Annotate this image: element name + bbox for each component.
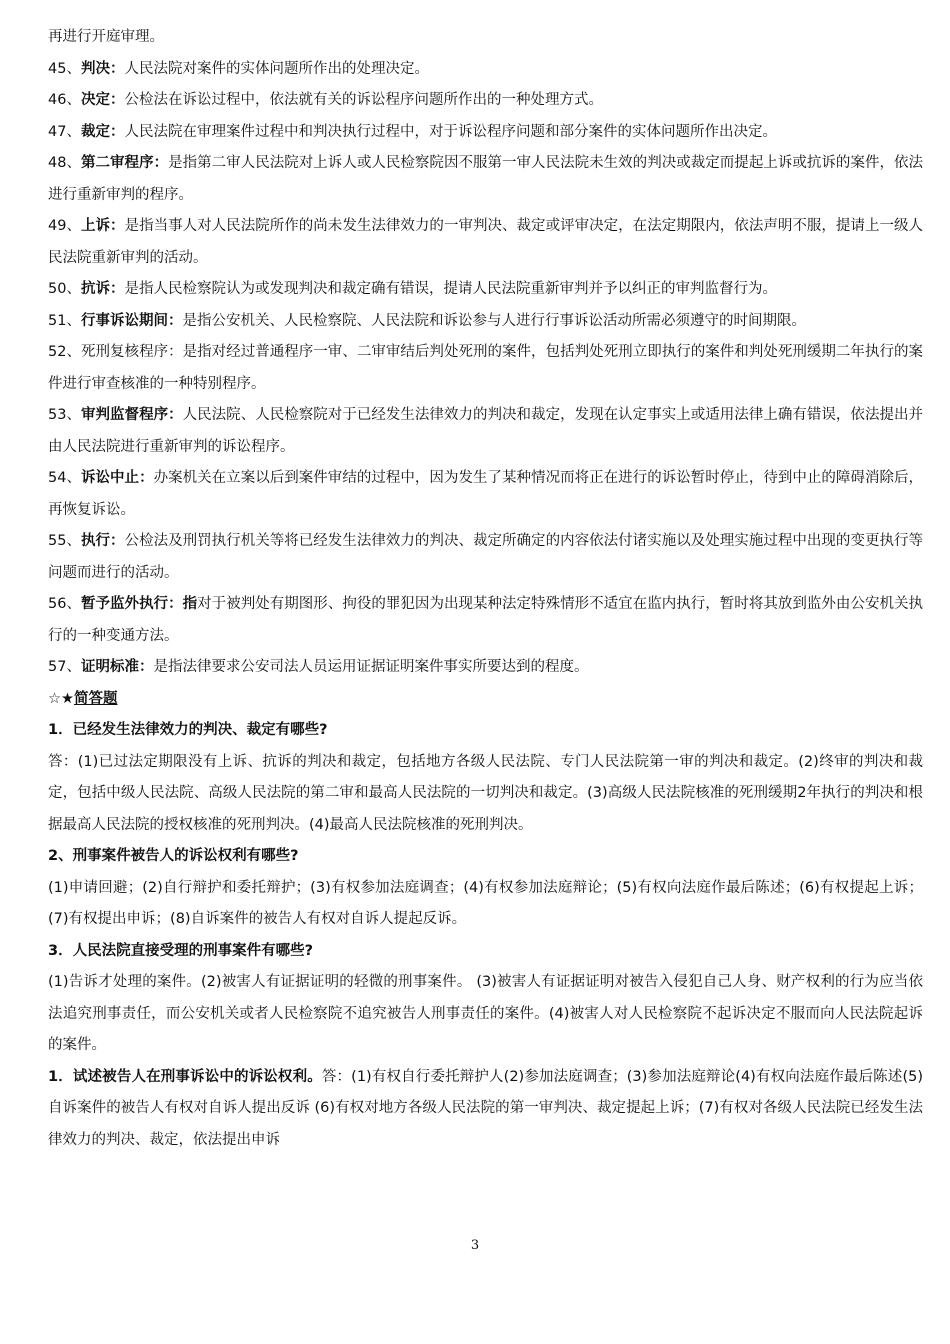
section-heading <box>48 684 923 716</box>
term-number: 53、 <box>48 407 81 423</box>
question-2: 2、刑事案件被告人的诉讼权利有哪些? <box>48 848 299 864</box>
document-page <box>48 22 923 1156</box>
term-48 <box>48 148 923 211</box>
term-46 <box>48 85 923 117</box>
answer-2: (1)申请回避；(2)自行辩护和委托辩护；(3)有权参加法庭调查；(4)有权参加法庭辩论；(5)有权向法庭作最后陈述；(6)有权提起上诉； (7)有权提出申诉；(8)自诉案件的被告人有权对自诉人提起反诉。 <box>48 879 923 927</box>
term-title: 抗诉： <box>80 281 125 297</box>
term-definition: 是指人民检察院认为或发现判决和裁定确有错误，提请人民法院重新审判并予以纠正的审判监督行为。 <box>124 281 777 297</box>
term-title: 执行： <box>81 533 125 549</box>
question-1: 1．已经发生法律效力的判决、裁定有哪些? <box>48 722 328 738</box>
term-number: 57、 <box>48 659 81 675</box>
term-number: 55、 <box>48 533 81 549</box>
term-number: 50、 <box>48 281 81 297</box>
term-53 <box>48 400 923 463</box>
term-number: 52、 <box>48 344 81 360</box>
term-title: 暂予监外执行：指 <box>81 596 198 612</box>
intro-line: 再进行开庭审理。 <box>48 29 164 45</box>
term-definition: 公检法在诉讼过程中，依法就有关的诉讼程序问题所作出的一种处理方式。 <box>124 92 603 108</box>
answer-1: 答：(1)已过法定期限没有上诉、抗诉的判决和裁定，包括地方各级人民法院、专门人民法院第一审的判决和裁定。(2)终审的判决和裁定，包括中级人民法院、高级人民法院的第二审和最高人民法院的一切判决和裁定。(3)高级人民法院核准的死刑缓期2年执行的判决和根据最高人民法院的授权核准的死刑判决。(4)最高人民法院核准的死刑判决。 <box>48 753 923 833</box>
term-number: 51、 <box>48 312 81 329</box>
question-3: 3．人民法院直接受理的刑事案件有哪些? <box>48 942 313 959</box>
term-49 <box>48 211 923 274</box>
term-45 <box>48 54 923 86</box>
term-definition: 公检法及刑罚执行机关等将已经发生法律效力的判决、裁定所确定的内容依法付诸实施以及处理实施过程中出现的变更执行等问题而进行的活动。 <box>48 533 924 581</box>
page-number: 3 <box>470 1238 480 1253</box>
term-definition: 是指第二审人民法院对上诉人或人民检察院因不服第一审人民法院未生效的判决或裁定而提起上诉或抗诉的案件，依法进行重新审判的程序。 <box>48 155 924 203</box>
term-57 <box>48 652 923 684</box>
term-definition: 对于被判处有期图形、拘役的罪犯因为出现某种法定特殊情形不适宜在监内执行，暂时将其放到监外由公安机关执行的一种变通方法。 <box>48 596 924 644</box>
term-definition: 人民法院、人民检察院对于已经发生法律效力的判决和裁定，发现在认定事实上或适用法律上确有错误，依法提出并由人民法院进行重新审判的诉讼程序。 <box>48 407 924 455</box>
term-title: 证明标准： <box>80 659 154 675</box>
term-definition: 办案机关在立案以后到案件审结的过程中，因为发生了某种情况而将正在进行的诉讼暂时停止，待到中止的障碍消除后，再恢复诉讼。 <box>48 470 924 518</box>
term-definition: 人民法院在审理案件过程中和判决执行过程中，对于诉讼程序问题和部分案件的实体问题所作出决定。 <box>124 123 777 140</box>
term-title: 上诉： <box>81 218 125 234</box>
essay-answer: 答：(1)有权自行委托辩护人(2)参加法庭调查；(3)参加法庭辩论(4)有权向法庭作最后陈述(5)自诉案件的被告人有权对自诉人提出反诉 (6)有权对地方各级人民法院的第一审判决、裁定提起上诉；(7)有权对各级人民法院已经发生法律效力的判决、裁定，依法提出申诉 <box>48 1068 923 1148</box>
term-title: 裁定： <box>80 123 125 140</box>
term-number: 56、 <box>48 596 81 612</box>
answer-3: (1)告诉才处理的案件。(2)被害人有证据证明的轻微的刑事案件。 (3)被害人有证据证明对被告入侵犯自己人身、财产权利的行为应当依法追究刑事责任，而公安机关或者人民检察院不追究被告人刑事责任的案件。(4)被害人对人民检察院不起诉决定不服而向人民法院起诉的案件。 <box>48 974 923 1053</box>
term-title: 行事诉讼期间： <box>80 312 183 329</box>
term-number: 49、 <box>48 218 81 234</box>
term-definition: 死刑复核程序：是指对经过普通程序一审、二审审结后判处死刑的案件，包括判处死刑立即执行的案件和判处死刑缓期二年执行的案件进行审查核准的一种特别程序。 <box>48 344 924 392</box>
term-definition: 是指公安机关、人民检察院、人民法院和诉讼参与人进行行事诉讼活动所需必须遵守的时间期限。 <box>182 312 806 329</box>
term-number: 54、 <box>48 470 81 486</box>
term-47 <box>48 117 923 149</box>
term-definition: 人民法院对案件的实体问题所作出的处理决定。 <box>124 60 429 77</box>
term-50 <box>48 274 923 306</box>
term-number: 45、 <box>48 60 81 77</box>
term-title: 决定： <box>80 92 125 108</box>
essay-question: 1．试述被告人在刑事诉讼中的诉讼权利。 <box>48 1068 322 1085</box>
term-52 <box>48 337 923 400</box>
term-number: 46、 <box>48 92 81 108</box>
term-number: 48、 <box>48 155 81 171</box>
term-51 <box>48 306 923 338</box>
term-56 <box>48 589 923 652</box>
section-title: 简答题 <box>74 690 118 707</box>
term-55 <box>48 526 923 589</box>
term-title: 诉讼中止： <box>81 470 154 486</box>
term-title: 第二审程序： <box>81 155 169 171</box>
question-essay <box>48 1062 923 1157</box>
term-number: 47、 <box>48 123 81 140</box>
term-title: 判决： <box>80 60 125 77</box>
term-definition: 是指当事人对人民法院所作的尚未发生法律效力的一审判决、裁定或评审决定，在法定期限内，依法声明不服，提请上一级人民法院重新审判的活动。 <box>48 218 924 266</box>
term-54 <box>48 463 923 526</box>
term-definition: 是指法律要求公安司法人员运用证据证明案件事实所要达到的程度。 <box>153 659 589 675</box>
star-icon: ☆★ <box>48 690 74 707</box>
term-title: 审判监督程序： <box>81 407 183 423</box>
